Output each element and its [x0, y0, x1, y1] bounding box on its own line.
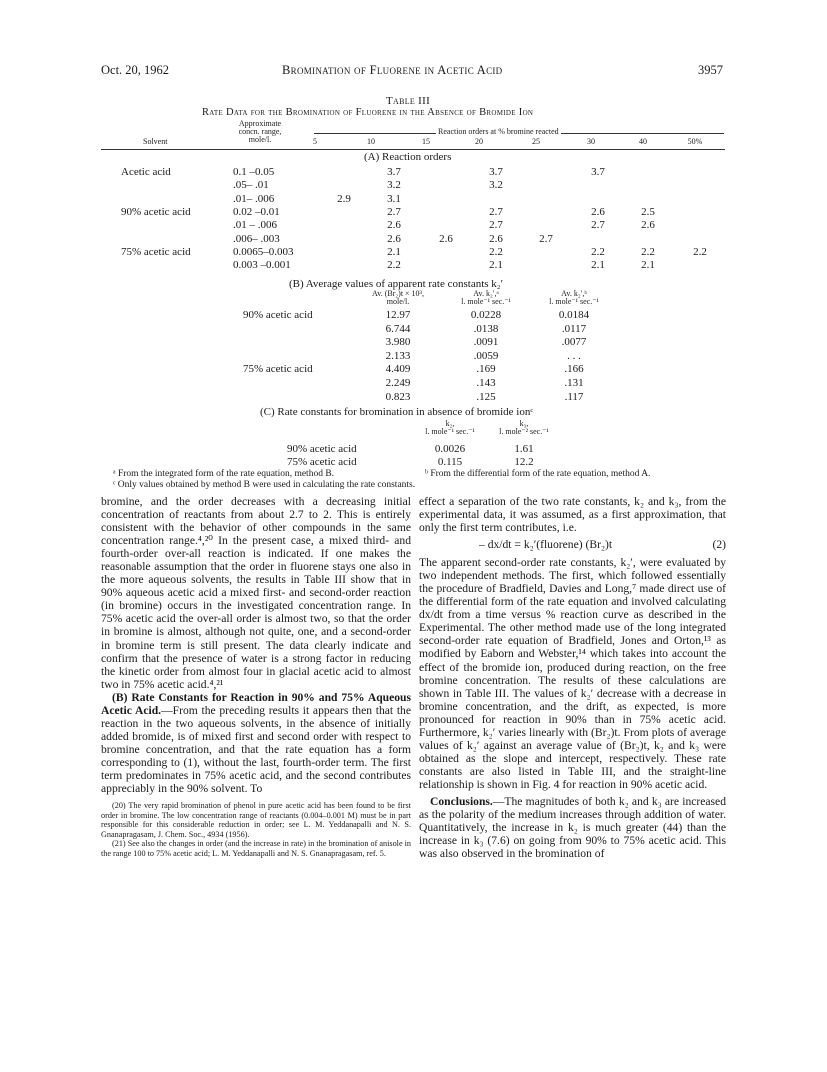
reaction-order-cell: 2.1: [591, 259, 605, 272]
b-row-value-c: .0077: [561, 336, 587, 349]
table-footnote-c: ᶜ Only values obtained by method B were used in calculating the rate constants.: [113, 480, 416, 490]
b-row-value-c: .117: [564, 390, 584, 403]
reaction-order-cell: 2.7: [489, 219, 503, 232]
reaction-order-cell: 2.7: [591, 219, 605, 232]
reaction-order-cell: 3.7: [591, 166, 605, 178]
b-row-value-a: 12.97: [385, 309, 411, 321]
reaction-order-cell: 2.6: [387, 232, 401, 245]
b-row-value-c: .0117: [561, 322, 587, 335]
reaction-order-cell: 2.1: [641, 259, 655, 272]
paragraph-rate-constants: [101, 691, 411, 795]
b-row-value-b: .125: [476, 390, 496, 403]
b-row-value-a: 2.133: [385, 349, 411, 362]
c-row-solvent: 75% acetic acid: [287, 456, 357, 469]
b-row-value-b: .143: [476, 377, 496, 389]
reaction-order-cell: 2.5: [641, 205, 655, 218]
percent-header-5: 30: [587, 137, 595, 146]
b-row-value-c: .166: [564, 363, 584, 376]
percent-header-1: 10: [367, 137, 375, 146]
row-concentration: .006– .003: [233, 232, 280, 245]
percent-header-7: 50%: [687, 137, 703, 146]
row-concentration: 0.0065–0.003: [233, 245, 294, 258]
table-label: Table III: [386, 95, 431, 107]
c-row-k2: 0.0026: [434, 443, 466, 455]
b-col3-head-2: l. mole⁻¹ sec.⁻¹: [549, 297, 599, 306]
col-reaction-orders-head: Reaction orders at % bromine reacted: [438, 127, 559, 136]
row-concentration: .01– .006: [233, 192, 275, 205]
reaction-order-cell: 2.1: [387, 245, 401, 258]
col-solvent-head: Solvent: [143, 137, 168, 146]
reaction-order-cell: 2.9: [337, 192, 351, 205]
reaction-order-cell: 2.6: [489, 232, 503, 245]
row-concentration: 0.003 –0.001: [233, 259, 291, 272]
col-conc-head-1: Approximate: [238, 119, 282, 128]
b-row-value-a: 6.744: [385, 322, 411, 335]
percent-header-6: 40: [639, 137, 647, 146]
table-top-rule: [101, 149, 725, 150]
c-col2-head-2: l. mole⁻² sec.⁻¹: [499, 427, 549, 436]
header-title: Bromination of Fluorene in Acetic Acid: [282, 63, 503, 77]
section-a-title: (A) Reaction orders: [364, 151, 452, 163]
paragraph-rate-constants-text: —From the preceding results it appears then that the reaction in the two aqueous solvents, in the absence of initially added bromide, is of mixed first and second order with respect to bromine concentration, and that the rate equation has a form corresponding to (1), without the last, fourth-order term. The first term predominates in 75% acetic acid, and the second contributes appreciably in the 90% solvent. To: [101, 703, 411, 796]
b-col2-head-1: Av. k₂′,ᵃ: [473, 289, 499, 298]
table-footnote-a: ᵃ From the integrated form of the rate equation, method B.: [113, 469, 335, 479]
col-conc-head-2: concn. range,: [238, 127, 282, 136]
b-col2-head-2: l. mole⁻¹ sec.⁻¹: [461, 297, 511, 306]
row-concentration: .05– .01: [233, 179, 269, 192]
percent-header-3: 20: [475, 137, 483, 146]
b-row-value-b: .169: [476, 363, 496, 376]
equation-body: – dx/dt = k₂′(fluorene) (Br₂)t: [479, 538, 613, 552]
reaction-order-cell: 2.7: [539, 232, 553, 245]
reaction-order-cell: 2.2: [641, 245, 655, 258]
c-col1-head-1: k₂,: [445, 419, 455, 428]
b-row-value-a: 0.823: [385, 390, 411, 403]
reaction-order-cell: 2.6: [641, 219, 655, 232]
b-row-value-b: 0.0228: [470, 309, 502, 321]
row-solvent: 90% acetic acid: [121, 205, 191, 218]
reaction-order-cell: 2.6: [439, 232, 453, 245]
reaction-order-cell: 2.7: [387, 205, 401, 218]
paragraph-separation: effect a separation of the two rate constants, k₂ and k₃, from the experimental data, it was assumed, as a first approximation, that only the first term contributes, i.e.: [419, 495, 726, 535]
paragraph-conclusions: [419, 795, 726, 860]
row-solvent: Acetic acid: [121, 166, 171, 178]
b-col1-head-2: mole/l.: [386, 297, 410, 306]
right-column: [419, 495, 726, 860]
reaction-order-cell: 2.1: [489, 259, 503, 272]
paragraph-apparent-constants: The apparent second-order rate constants, k₂′, were evaluated by two independent methods. The first, which followed essentially the procedure of Bradfield, Davies and Long,⁷ made direct use of the differential form of the rate equation and involved calculating dx/dt from a time versus % reaction curve as described in the Experimental. The other method made use of the long integrated second-order rate equation of Bradfield, Jones and Orton,¹³ as modified by Eaborn and Webster,¹⁴ which takes into account the effect of the bromide ion, produced during reaction, on the free bromine concentration. The results of these calculations are shown in Table III. The values of k₂′ decrease with a decrease in bromine concentration, and the drift, as expected, is more pronounced for reaction in 90% than in 75% acetic acid. Furthermore, k₂′ varies linearly with (Br₂)t. From plots of average values of k₂′ against an average value of (Br₂)t, k₂ and k₃ were obtained as the slope and intercept, respectively. These rate constants are also listed in Table III, and the straight-line relationship is shown in Fig. 4 for reaction in 90% acetic acid.: [419, 556, 726, 791]
footnote-21: (21) See also the changes in order (and the increase in rate) in the bromination of anisole in the range 100 to 75% acetic acid; L. M. Yeddanapalli and N. S. Gnanapragasam, ref. 5.: [101, 839, 411, 859]
paragraph-order-discussion: bromine, and the order decreases with a decreasing initial concentration of reactants from about 2.7 to 2. This is entirely consistent with the behavior of other compounds in the same concentration range.⁴,²⁰ In the present case, a mixed third- and fourth-order over-all reaction is indicated. If one makes the reasonable assumption that the order in fluorene stays one also in the more aqueous solvents, the results in Table III show that in 90% aqueous acetic acid a mixed first- and second-order reaction (in bromine) occurs in the investigated concentration range. In 75% acetic acid the over-all order is almost two, so that the order in bromine is almost, although not quite, one, and a second-order in bromine term is still present. The data clearly indicate and confirm that the presence of water is a strong factor in reducing the kinetic order from almost four in glacial acetic acid to almost two in 75% acetic acid.⁴,²¹: [101, 495, 411, 691]
c-row-k2: 0.115: [437, 456, 463, 469]
reaction-order-cell: 3.2: [489, 179, 503, 192]
section-b-title: (B) Average values of apparent rate constants k₂′: [289, 278, 504, 290]
reaction-order-cell: 2.7: [489, 205, 503, 218]
reaction-order-cell: 3.7: [489, 166, 503, 178]
paragraph-conclusions-text: —The magnitudes of both k₂ and k₃ are increased as the polarity of the medium increases through addition of water. Quantitatively, the increase in k₂ is much greater (44) than the increase in k₃ (7.6) on going from 90% to 75% acetic acid. This was also observed in the bromination of: [419, 794, 726, 861]
row-solvent: 75% acetic acid: [121, 245, 191, 258]
reaction-order-cell: 3.2: [387, 179, 401, 192]
c-row-k3: 12.2: [514, 456, 534, 469]
b-col3-head-1: Av. k₂′,ᵇ: [561, 289, 587, 298]
col-conc-head-3: mole/l.: [248, 135, 272, 144]
section-c-title: (C) Rate constants for bromination in absence of bromide ionᶜ: [260, 406, 534, 418]
b-row-value-b: .0091: [473, 336, 499, 349]
b-row-value-c: 0.0184: [558, 309, 590, 321]
left-column: [101, 495, 411, 859]
b-row-value-c: . . .: [567, 349, 581, 362]
row-concentration: 0.02 –0.01: [233, 205, 280, 218]
reaction-order-cell: 2.6: [591, 205, 605, 218]
row-concentration: .01 – .006: [233, 219, 277, 232]
percent-header-0: 5: [313, 137, 317, 146]
equation-2: [419, 534, 726, 556]
c-col2-head-1: k₃,: [519, 419, 529, 428]
footnote-20: (20) The very rapid bromination of phenol in pure acetic acid has been found to be first order in bromine. The low concentration range of reactants (0.004–0.001 M) must be in part responsible for this considerable reduction in order; see L. M. Yeddanapalli and N. S. Gnanapragasam, J. Chem. Soc., 4934 (1956).: [101, 801, 411, 839]
reaction-order-cell: 2.2: [489, 245, 503, 258]
table-caption: Rate Data for the Bromination of Fluorene in the Absence of Bromide Ion: [202, 107, 534, 118]
b-col1-head-1: Av. (Br₂)t × 10³,: [372, 289, 424, 298]
b-row-value-b: .0138: [473, 322, 499, 335]
table-footnote-b: ᵇ From the differential form of the rate equation, method A.: [425, 469, 651, 479]
section-b-heading: (B) Rate Constants for Reaction in 90% and 75% Aqueous Acetic Acid.: [101, 690, 411, 717]
b-row-value-c: .131: [564, 377, 584, 389]
c-row-solvent: 90% acetic acid: [287, 443, 357, 455]
percent-header-2: 15: [422, 137, 430, 146]
header-date: Oct. 20, 1962: [101, 63, 170, 77]
row-concentration: 0.1 –0.05: [233, 166, 275, 178]
b-row-value-a: 3.980: [385, 336, 411, 349]
equation-number: (2): [712, 538, 726, 552]
b-row-value-a: 4.409: [385, 363, 411, 376]
percent-header-4: 25: [532, 137, 540, 146]
conclusions-heading: Conclusions.: [430, 794, 493, 808]
b-row-value-b: .0059: [473, 349, 499, 362]
reaction-order-cell: 2.2: [591, 245, 605, 258]
header-page-number: 3957: [698, 63, 723, 77]
reaction-order-cell: 2.2: [387, 259, 401, 272]
reaction-order-cell: 2.6: [387, 219, 401, 232]
reaction-order-cell: 3.1: [387, 192, 401, 205]
b-row-solvent: 90% acetic acid: [243, 309, 313, 321]
c-row-k3: 1.61: [514, 443, 534, 455]
reaction-order-cell: 3.7: [387, 166, 401, 178]
b-row-solvent: 75% acetic acid: [243, 363, 313, 376]
reaction-order-cell: 2.2: [693, 245, 707, 258]
b-row-value-a: 2.249: [385, 377, 411, 389]
c-col1-head-2: l. mole⁻¹ sec.⁻¹: [425, 427, 475, 436]
